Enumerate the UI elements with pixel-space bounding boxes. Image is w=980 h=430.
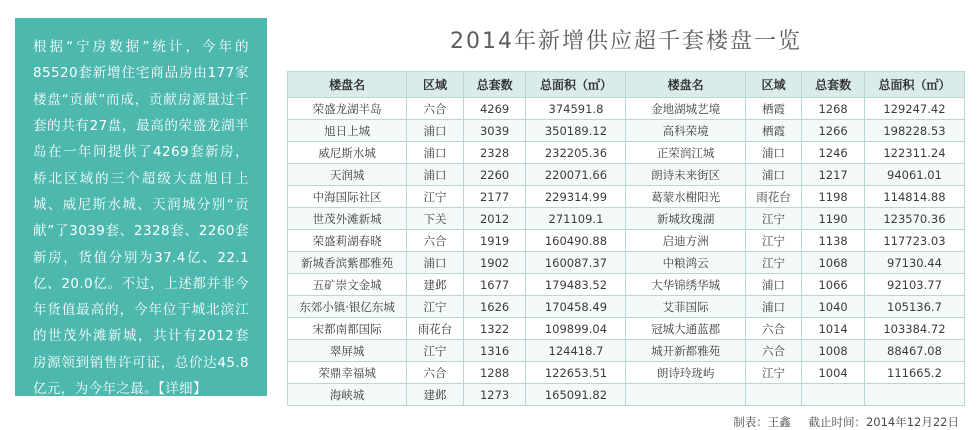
cell-name-right: 启迪方洲 bbox=[626, 230, 745, 252]
cell-size-left: 170458.49 bbox=[526, 296, 626, 318]
cell-count-left: 1626 bbox=[463, 296, 526, 318]
cell-size-right: 103384.72 bbox=[864, 318, 964, 340]
cell-size-left: 109899.04 bbox=[526, 318, 626, 340]
cell-name-left: 海峡城 bbox=[288, 384, 407, 406]
cell-name-left: 荣盛莉湖春晓 bbox=[288, 230, 407, 252]
col-header-count-left: 总套数 bbox=[463, 72, 526, 98]
cell-name-left: 旭日上城 bbox=[288, 120, 407, 142]
cell-name-right: 艾菲国际 bbox=[626, 296, 745, 318]
cell-area-right: 江宁 bbox=[745, 252, 802, 274]
cell-area-right: 江宁 bbox=[745, 230, 802, 252]
cell-name-left: 五矿崇文金城 bbox=[288, 274, 407, 296]
table-row bbox=[288, 164, 965, 186]
col-header-size-left-text: 总面积（㎡） bbox=[539, 78, 612, 92]
cell-count-right: 1014 bbox=[802, 318, 865, 340]
summary-text: 根据“宁房数据”统计，今年的85520套新增住宅商品房由177家楼盘“贡献”而成，贡献房源量过千套的共有27盘，最高的荣盛龙湖半岛在一年间提供了4269套新房，桥北区域的三个超级大盘旭日上城、威尼斯水城、天润城分别“贡献”了3039套、2328套、2260套新房，货值分别为37.4亿、22.1亿、20.0亿。不过，上述都并非今年货值最高的，今年位于城北滨江的世茂外滩新城，共计有2012套房源领到销售许可证，总价达45.8亿元，为今年之最。【详细】 bbox=[33, 39, 249, 398]
cell-count-left: 4269 bbox=[463, 98, 526, 120]
cell-name-right: 葛蒙水榭阳光 bbox=[626, 186, 745, 208]
cell-size-right: 105136.7 bbox=[864, 296, 964, 318]
cell-size-left: 350189.12 bbox=[526, 120, 626, 142]
cell-count-right: 1217 bbox=[802, 164, 865, 186]
cell-count-left: 2012 bbox=[463, 208, 526, 230]
cell-area-left: 浦口 bbox=[407, 252, 464, 274]
cell-size-right: 92103.77 bbox=[864, 274, 964, 296]
cell-count-right: 1266 bbox=[802, 120, 865, 142]
cell-area-left: 江宁 bbox=[407, 340, 464, 362]
cell-size-left: 232205.36 bbox=[526, 142, 626, 164]
col-header-area-right: 区域 bbox=[745, 72, 802, 98]
page-title: 2014年新增供应超千套楼盘一览 bbox=[450, 29, 802, 54]
cell-area-left: 江宁 bbox=[407, 296, 464, 318]
cell-area-right: 江宁 bbox=[745, 208, 802, 230]
cell-area-right: 栖霞 bbox=[745, 98, 802, 120]
cell-count-right bbox=[802, 384, 865, 406]
listings-table bbox=[287, 71, 965, 406]
cell-name-right: 金地湖城艺境 bbox=[626, 98, 745, 120]
cell-area-right: 六合 bbox=[745, 318, 802, 340]
cell-size-right: 117723.03 bbox=[864, 230, 964, 252]
cell-size-left: 124418.7 bbox=[526, 340, 626, 362]
cell-name-right: 新城玫瑰湖 bbox=[626, 208, 745, 230]
cell-area-right: 江宁 bbox=[745, 362, 802, 384]
cell-name-left: 天润城 bbox=[288, 164, 407, 186]
table-row bbox=[288, 208, 965, 230]
cell-area-right: 浦口 bbox=[745, 274, 802, 296]
cell-area-left: 浦口 bbox=[407, 142, 464, 164]
cell-count-left: 2177 bbox=[463, 186, 526, 208]
cell-count-right: 1268 bbox=[802, 98, 865, 120]
cell-count-right: 1004 bbox=[802, 362, 865, 384]
table-row bbox=[288, 98, 965, 120]
summary-panel bbox=[15, 18, 267, 396]
cell-area-right bbox=[745, 384, 802, 406]
cell-size-left: 122653.51 bbox=[526, 362, 626, 384]
table-row bbox=[288, 318, 965, 340]
cell-size-right: 94061.01 bbox=[864, 164, 964, 186]
cell-name-left: 荣盛龙湖半岛 bbox=[288, 98, 407, 120]
cell-name-right: 中粮鸿云 bbox=[626, 252, 745, 274]
cell-count-right: 1008 bbox=[802, 340, 865, 362]
col-header-size-right-text: 总面积（㎡） bbox=[878, 78, 951, 92]
cell-area-right: 雨花台 bbox=[745, 186, 802, 208]
table-body bbox=[288, 98, 965, 406]
cell-name-left: 威尼斯水城 bbox=[288, 142, 407, 164]
cell-area-right: 六合 bbox=[745, 340, 802, 362]
col-header-size-right bbox=[864, 72, 964, 98]
table-row bbox=[288, 340, 965, 362]
table-row bbox=[288, 252, 965, 274]
cell-name-right: 正荣润江城 bbox=[626, 142, 745, 164]
cell-area-right: 浦口 bbox=[745, 296, 802, 318]
cell-size-left: 374591.8 bbox=[526, 98, 626, 120]
cell-name-left: 翠屏城 bbox=[288, 340, 407, 362]
cell-size-right bbox=[864, 384, 964, 406]
cell-area-left: 六合 bbox=[407, 230, 464, 252]
cell-size-right: 129247.42 bbox=[864, 98, 964, 120]
cell-size-right: 114814.88 bbox=[864, 186, 964, 208]
cell-count-right: 1066 bbox=[802, 274, 865, 296]
cell-name-left: 荣鼎幸福城 bbox=[288, 362, 407, 384]
cell-size-right: 97130.44 bbox=[864, 252, 964, 274]
cell-name-left: 新城香滨紫郡雅苑 bbox=[288, 252, 407, 274]
cell-count-left: 1316 bbox=[463, 340, 526, 362]
table-row bbox=[288, 296, 965, 318]
cell-area-left: 建邺 bbox=[407, 384, 464, 406]
table-header-row bbox=[288, 72, 965, 98]
cell-size-left: 229314.99 bbox=[526, 186, 626, 208]
cell-area-left: 建邺 bbox=[407, 274, 464, 296]
cell-area-left: 江宁 bbox=[407, 186, 464, 208]
footer-deadline: 截止时间：2014年12月22日 bbox=[808, 415, 959, 429]
cell-count-left: 1273 bbox=[463, 384, 526, 406]
cell-size-left: 220071.66 bbox=[526, 164, 626, 186]
cell-area-right: 浦口 bbox=[745, 142, 802, 164]
table-footer bbox=[287, 406, 965, 430]
table-area bbox=[287, 18, 965, 430]
cell-name-left: 世茂外滩新城 bbox=[288, 208, 407, 230]
cell-size-left: 160490.88 bbox=[526, 230, 626, 252]
cell-count-left: 1919 bbox=[463, 230, 526, 252]
table-row bbox=[288, 274, 965, 296]
cell-area-left: 下关 bbox=[407, 208, 464, 230]
cell-count-left: 3039 bbox=[463, 120, 526, 142]
table-row bbox=[288, 142, 965, 164]
cell-count-left: 1322 bbox=[463, 318, 526, 340]
cell-size-left: 271109.1 bbox=[526, 208, 626, 230]
cell-size-right: 88467.08 bbox=[864, 340, 964, 362]
cell-count-right: 1190 bbox=[802, 208, 865, 230]
col-header-name-left: 楼盘名 bbox=[288, 72, 407, 98]
cell-count-left: 1902 bbox=[463, 252, 526, 274]
cell-count-left: 2328 bbox=[463, 142, 526, 164]
cell-name-right: 朗诗玲珑屿 bbox=[626, 362, 745, 384]
cell-size-right: 123570.36 bbox=[864, 208, 964, 230]
cell-count-left: 2260 bbox=[463, 164, 526, 186]
cell-area-left: 浦口 bbox=[407, 120, 464, 142]
cell-count-right: 1040 bbox=[802, 296, 865, 318]
cell-name-left: 中海国际社区 bbox=[288, 186, 407, 208]
cell-count-right: 1068 bbox=[802, 252, 865, 274]
cell-size-right: 111665.2 bbox=[864, 362, 964, 384]
cell-name-left: 东郊小镇·银亿东城 bbox=[288, 296, 407, 318]
cell-count-right: 1246 bbox=[802, 142, 865, 164]
cell-area-left: 六合 bbox=[407, 98, 464, 120]
cell-size-left: 160087.37 bbox=[526, 252, 626, 274]
table-head bbox=[288, 72, 965, 98]
cell-area-left: 六合 bbox=[407, 362, 464, 384]
col-header-count-right: 总套数 bbox=[802, 72, 865, 98]
table-row bbox=[288, 120, 965, 142]
cell-name-right: 冠城大通蓝郡 bbox=[626, 318, 745, 340]
footer-author: 制表：王鑫 bbox=[733, 415, 791, 429]
cell-name-right bbox=[626, 384, 745, 406]
cell-size-right: 122311.24 bbox=[864, 142, 964, 164]
cell-name-right: 城开新都雅苑 bbox=[626, 340, 745, 362]
table-row bbox=[288, 384, 965, 406]
cell-area-left: 浦口 bbox=[407, 164, 464, 186]
cell-count-left: 1288 bbox=[463, 362, 526, 384]
cell-name-right: 高科荣境 bbox=[626, 120, 745, 142]
cell-name-right: 大华锦绣华城 bbox=[626, 274, 745, 296]
cell-area-right: 栖霞 bbox=[745, 120, 802, 142]
cell-count-right: 1198 bbox=[802, 186, 865, 208]
cell-size-left: 179483.52 bbox=[526, 274, 626, 296]
cell-area-right: 浦口 bbox=[745, 164, 802, 186]
cell-area-left: 雨花台 bbox=[407, 318, 464, 340]
col-header-size-left bbox=[526, 72, 626, 98]
cell-size-left: 165091.82 bbox=[526, 384, 626, 406]
cell-count-right: 1138 bbox=[802, 230, 865, 252]
cell-count-left: 1677 bbox=[463, 274, 526, 296]
col-header-name-right: 楼盘名 bbox=[626, 72, 745, 98]
cell-name-right: 朗诗未来街区 bbox=[626, 164, 745, 186]
table-row bbox=[288, 186, 965, 208]
table-row bbox=[288, 362, 965, 384]
cell-name-left: 宋都南都国际 bbox=[288, 318, 407, 340]
table-row bbox=[288, 230, 965, 252]
col-header-area-left: 区域 bbox=[407, 72, 464, 98]
cell-size-right: 198228.53 bbox=[864, 120, 964, 142]
